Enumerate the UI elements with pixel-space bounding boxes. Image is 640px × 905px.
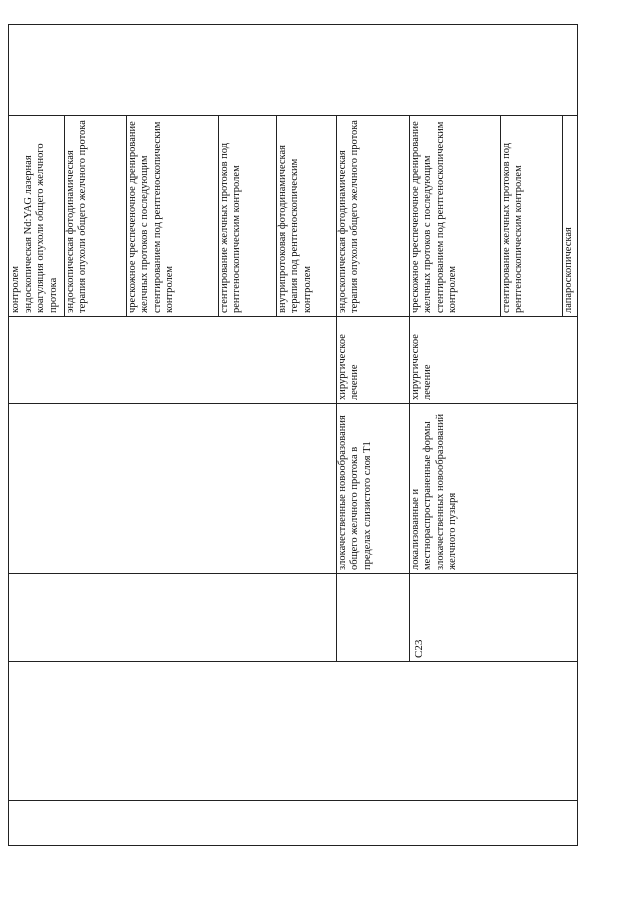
model-text: локализованные и местнораспространенные формы злокачественных новообразований желчного пузыря	[410, 413, 459, 570]
model-cell-1	[336, 403, 409, 573]
method-text: стентирование желчных протоков под рентгеноскопическим контролем	[501, 142, 525, 313]
divider-icd-bottom	[8, 661, 578, 662]
method-text: чрескожное чреспеченочное дренирование желчных протоков с последующим стентированием под рентгеноскопическим контролем	[127, 121, 176, 313]
model-text: злокачественные новообразования общего желчного протока в пределах слизистого слоя T1	[337, 415, 373, 570]
method-cell-laparoscopic	[562, 115, 577, 316]
method-cell-nd-yag	[22, 115, 64, 316]
method-cell-stent-2	[500, 115, 562, 316]
divider-bottom	[8, 800, 578, 801]
method-cell-intraductal-pdt	[276, 115, 336, 316]
method-text: внутрипротоковая фотодинамическая терапия под рентгеноскопическим контролем	[277, 145, 313, 313]
icd-cell	[409, 573, 500, 661]
method-text: эндоскопическая Nd:YAG лазерная коагуляция опухоли общего желчного протока	[23, 143, 59, 313]
method-cell-drain-2	[409, 115, 500, 316]
method-text: эндоскопическая фотодинамическая терапия опухоли общего желчного протока	[65, 120, 89, 313]
method-text: эндоскопическая фотодинамическая терапия опухоли общего желчного протока	[337, 120, 361, 313]
method-cell-stent-1	[218, 115, 276, 316]
method-cell-kontrolem	[9, 115, 22, 316]
treatment-text: хирургическое лечение	[410, 334, 434, 400]
treatment-cell-1	[336, 316, 409, 403]
method-cell-pdt-1	[64, 115, 126, 316]
method-text: лапароскопическая	[563, 227, 574, 313]
treatment-text: хирургическое лечение	[337, 334, 361, 400]
method-text: стентирование желчных протоков под рентгеноскопическим контролем	[219, 142, 243, 313]
method-text: чрескожное чреспеченочное дренирование желчных протоков с последующим стентированием под рентгеноскопическим контролем	[410, 121, 459, 313]
method-cell-drain-1	[126, 115, 218, 316]
method-text: контролем	[10, 265, 21, 313]
model-cell-2	[409, 403, 500, 573]
treatment-cell-2	[409, 316, 500, 403]
method-cell-pdt-2	[336, 115, 409, 316]
icd-code: C23	[413, 639, 425, 658]
